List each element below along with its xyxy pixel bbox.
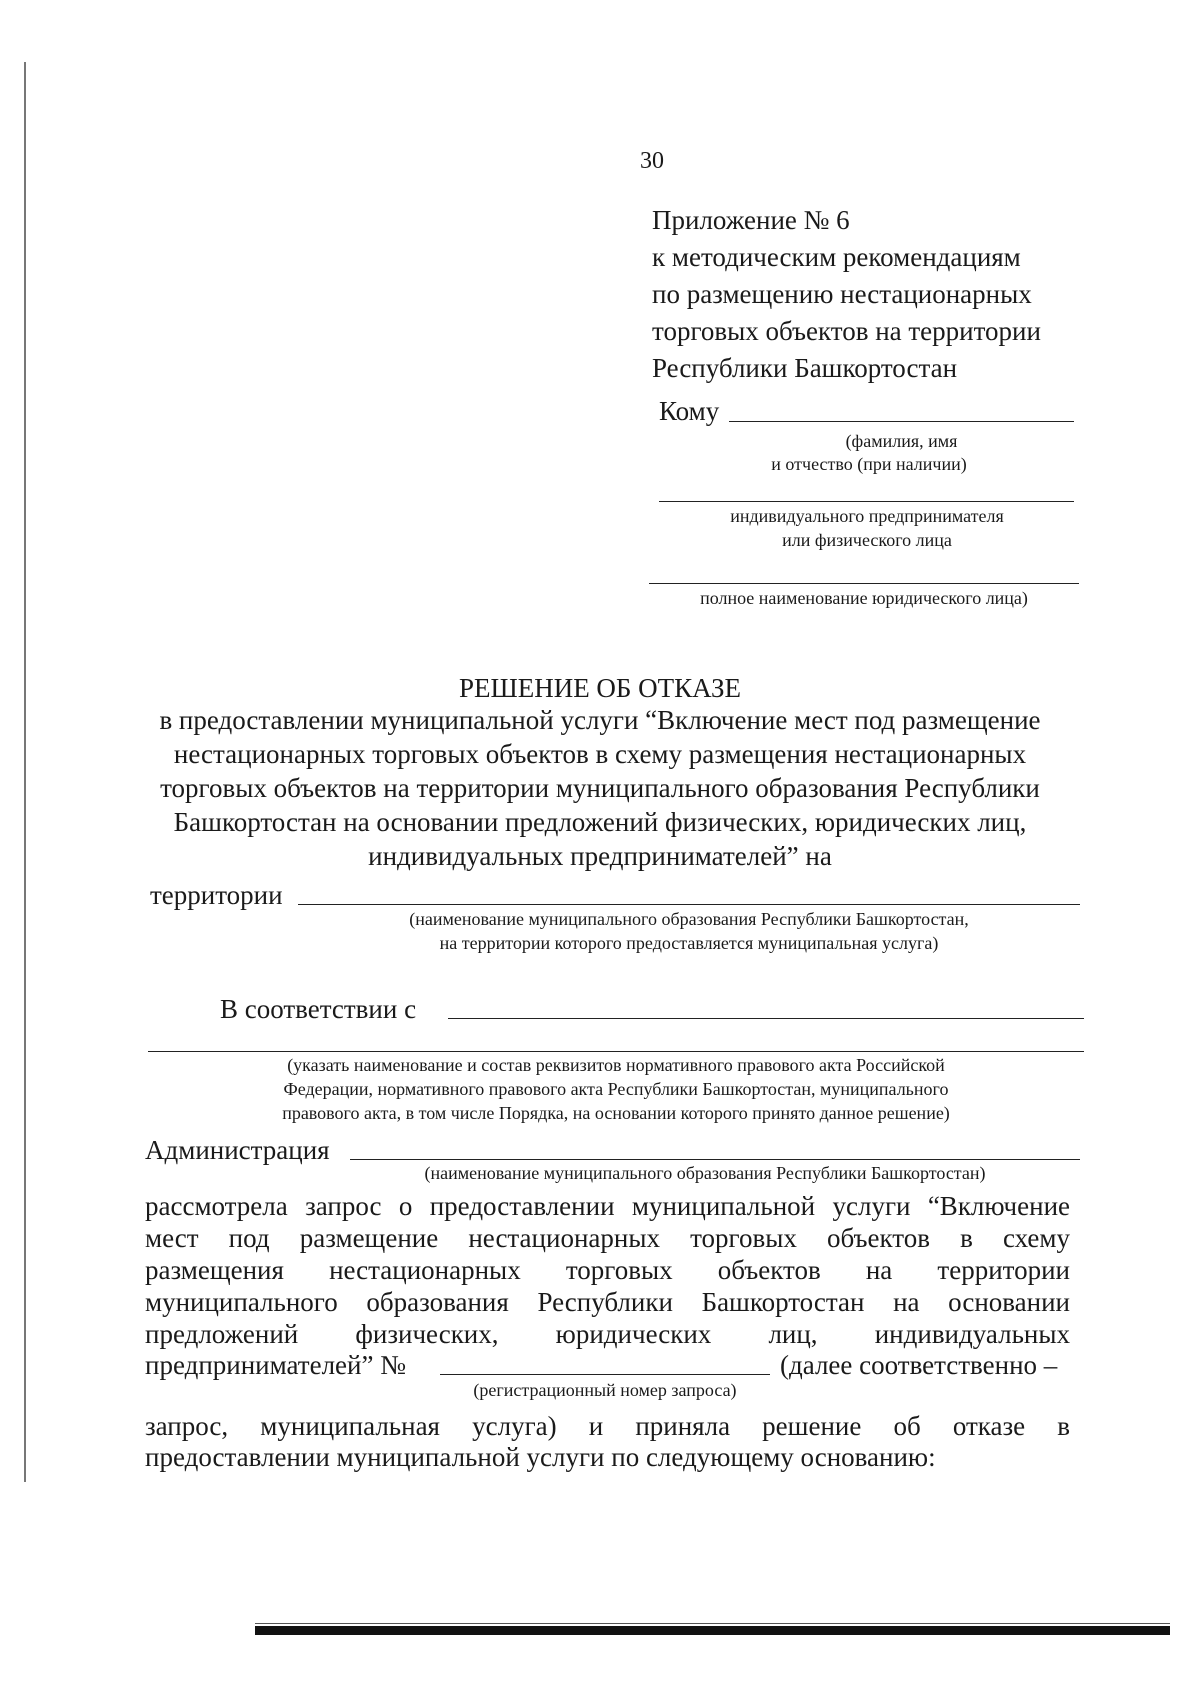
to-blank-line <box>729 421 1074 422</box>
appendix-line: к методическим рекомендациям <box>652 242 1021 272</box>
act-hint-1: (указать наименование и состав реквизитов нормативного правового акта Российской <box>287 1055 945 1075</box>
territory-blank-line <box>298 904 1080 905</box>
administration-blank-line <box>350 1159 1080 1160</box>
closing-line: запрос, муниципальная услуга) и приняла решение об отказе в <box>145 1411 1070 1441</box>
request-hint: (регистрационный номер запроса) <box>473 1380 737 1400</box>
territory-hint-1: (наименование муниципального образования Республики Башкортостан, <box>409 909 969 929</box>
act-blank-line <box>148 1051 1084 1052</box>
request-suffix: (далее соответственно – <box>780 1350 1058 1380</box>
decision-subtitle: в предоставлении муниципальной услуги “Включение мест под размещение нестационарных торговых объектов в схему размещения нестационарных торговых объектов на территории муниципального образования Республики Башкортостан на основании предложений физических, юридических лиц, индивидуальных предпринимателей” на <box>159 705 1041 871</box>
request-prefix: предпринимателей” № <box>145 1350 406 1380</box>
appendix-header <box>652 202 1041 387</box>
legal-blank-line <box>649 583 1079 584</box>
appendix-line: по размещению нестационарных <box>652 279 1032 309</box>
legal-hint: полное наименование юридического лица) <box>700 588 1028 608</box>
accordance-label: В соответствии с <box>220 994 417 1024</box>
page-number: 30 <box>640 148 664 174</box>
to-label: Кому <box>659 396 720 426</box>
closing-line: предоставлении муниципальной услуги по следующему основанию: <box>145 1442 936 1472</box>
paragraph-line: рассмотрела запрос о предоставлении муниципальной услуги “Включение <box>145 1191 1070 1221</box>
ip-blank-line <box>659 501 1074 502</box>
appendix-line: Республики Башкортостан <box>652 353 958 383</box>
decision-title: РЕШЕНИЕ ОБ ОТКАЗЕ <box>458 673 742 703</box>
paragraph-line: размещения нестационарных торговых объектов на территории <box>145 1255 1070 1285</box>
scan-bottom-edge <box>255 1626 1170 1635</box>
appendix-line: Приложение № 6 <box>652 205 850 235</box>
request-blank-line <box>440 1374 770 1375</box>
name-hint-1: (фамилия, имя <box>845 431 958 451</box>
territory-hint-2: на территории которого предоставляется муниципальная услуга) <box>439 933 939 953</box>
administration-label: Администрация <box>145 1135 330 1165</box>
ip-hint-1: индивидуального предпринимателя <box>730 506 1004 526</box>
territory-label: территории <box>150 880 283 910</box>
accordance-blank-line <box>448 1018 1084 1019</box>
ip-hint-2: или физического лица <box>782 530 952 550</box>
scan-bottom-thin-line <box>255 1623 1170 1624</box>
paragraph-line: предложений физических, юридических лиц, индивидуальных <box>145 1319 1070 1349</box>
scan-left-edge <box>24 62 26 1482</box>
act-hint-2: Федерации, нормативного правового акта Республики Башкортостан, муниципального <box>283 1079 949 1099</box>
name-hint-2: и отчество (при наличии) <box>771 454 967 474</box>
paragraph-line: мест под размещение нестационарных торговых объектов в схему <box>145 1223 1070 1253</box>
appendix-line: торговых объектов на территории <box>652 316 1041 346</box>
paragraph-line: муниципального образования Республики Башкортостан на основании <box>145 1287 1070 1317</box>
administration-hint: (наименование муниципального образования Республики Башкортостан) <box>424 1163 986 1183</box>
act-hint-3: правового акта, в том числе Порядка, на основании которого принято данное решение) <box>282 1103 950 1123</box>
